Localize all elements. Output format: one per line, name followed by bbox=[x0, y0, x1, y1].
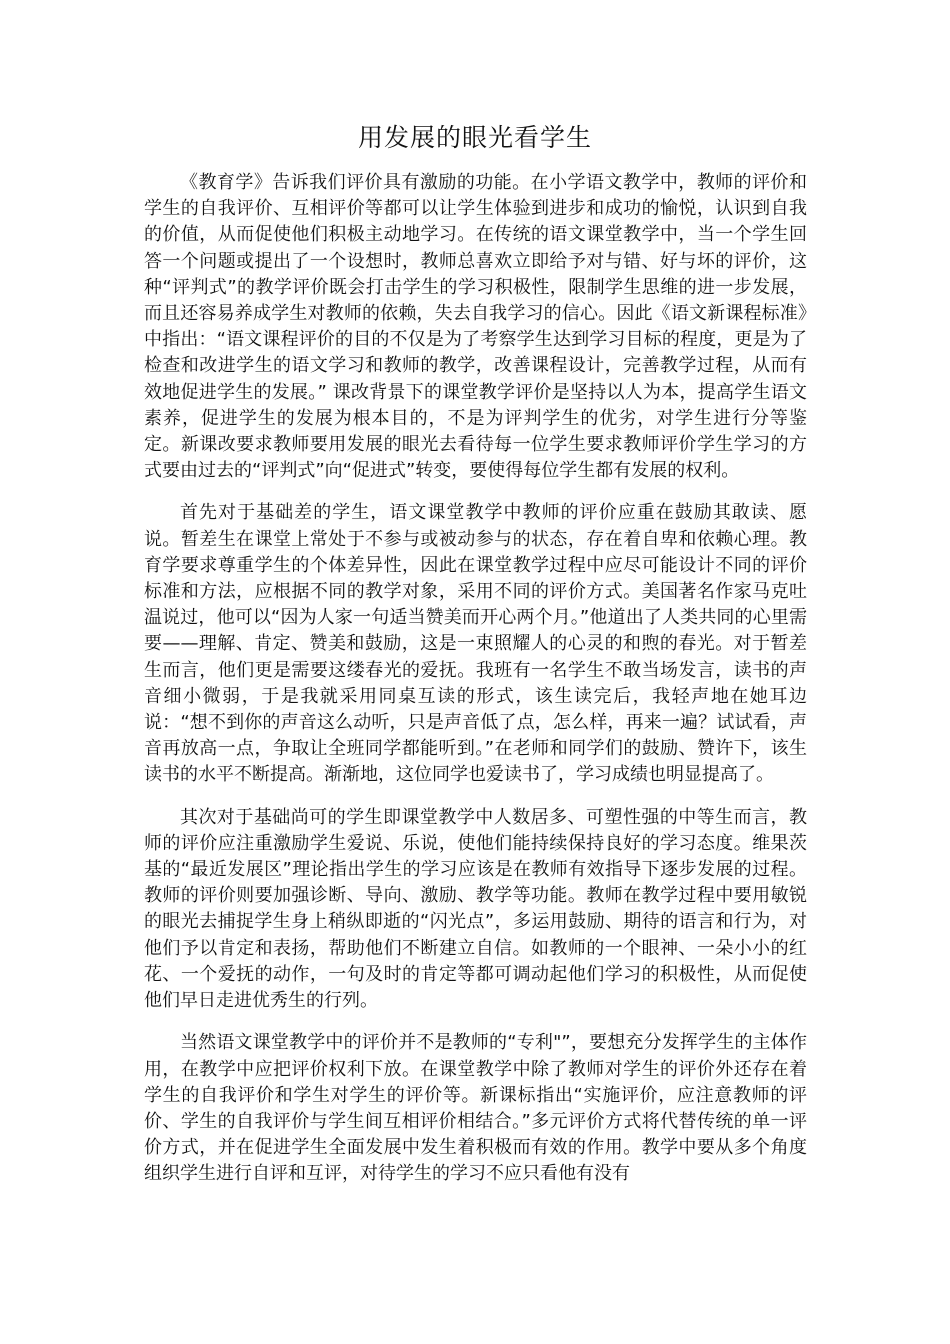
document-title: 用发展的眼光看学生 bbox=[357, 123, 592, 152]
paragraph-3: 其次对于基础尚可的学生即课堂教学中人数居多、可塑性强的中等生而言，教师的评价应注重激励学生爱说、乐说，使他们能持续保持良好的学习态度。维果茨基的“最近发展区”理论指出学生的学习应该是在教师有效指导下逐步发展的过程。教师的评价则要加强诊断、导向、激励、教学等功能。教师在教学过程中要用敏锐的眼光去捕捉学生身上稍纵即逝的“闪光点”，多运用鼓励、期待的语言和行为，对他们予以肯定和表扬，帮助他们不断建立自信。如教师的一个眼神、一朵小小的红花、一个爱抚的动作，一句及时的肯定等都可调动起他们学习的积极性，从而促使他们早日走进优秀生的行列。 bbox=[144, 806, 807, 1012]
document-body bbox=[144, 170, 807, 1204]
paragraph-4: 当然语文课堂教学中的评价并不是教师的“专利"”，要想充分发挥学生的主体作用，在教学中应把评价权利下放。在课堂教学中除了教师对学生的评价外还存在着学生的自我评价和学生对学生的评价等。新课标指出“实施评价，应注意教师的评价、学生的自我评价与学生间互相评价相结合。”多元评价方式将代替传统的单一评价方式，并在促进学生全面发展中发生着积极而有效的作用。教学中要从多个角度组织学生进行自评和互评，对待学生的学习不应只看他有没有 bbox=[144, 1032, 807, 1185]
paragraph-2: 首先对于基础差的学生，语文课堂教学中教师的评价应重在鼓励其敢读、愿说。暂差生在课堂上常处于不参与或被动参与的状态，存在着自卑和依赖心理。教育学要求尊重学生的个体差异性，因此在课堂教学过程中应尽可能设计不同的评价标准和方法，应根据不同的教学对象，采用不同的评价方式。美国著名作家马克吐温说过，他可以“因为人家一句适当赞美而开心两个月。”他道出了人类共同的心里需要——理解、肯定、赞美和鼓励，这是一束照耀人的心灵的和煦的春光。对于暂差生而言，他们更是需要这缕春光的爱抚。我班有一名学生不敢当场发言，读书的声音细小微弱，于是我就采用同桌互读的形式，该生读完后，我轻声地在她耳边说：“想不到你的声音这么动听，只是声音低了点，怎么样，再来一遍？试试看，声音再放高一点，争取让全班同学都能听到。”在老师和同学们的鼓励、赞许下，该生读书的水平不断提高。渐渐地，这位同学也爱读书了，学习成绩也明显提高了。 bbox=[144, 502, 807, 786]
paragraph-1: 《教育学》告诉我们评价具有激励的功能。在小学语文教学中，教师的评价和学生的自我评价、互相评价等都可以让学生体验到进步和成功的愉悦，认识到自我的价值，从而促使他们积极主动地学习。在传统的语文课堂教学中，当一个学生回答一个问题或提出了一个设想时，教师总喜欢立即给予对与错、好与坏的评价，这种“评判式”的教学评价既会打击学生的学习积极性，限制学生思维的进一步发展，而且还容易养成学生对教师的依赖，失去自我学习的信心。因此《语文新课程标准》中指出：“语文课程评价的目的不仅是为了考察学生达到学习目标的程度，更是为了检查和改进学生的语文学习和教师的教学，改善课程设计，完善教学过程，从而有效地促进学生的发展。” 课改背景下的课堂教学评价是坚持以人为本，提高学生语文素养，促进学生的发展为根本目的，不是为评判学生的优劣，对学生进行分等鉴定。新课改要求教师要用发展的眼光去看待每一位学生要求教师评价学生学习的方式要由过去的“评判式”向“促进式”转变，要使得每位学生都有发展的权利。 bbox=[144, 172, 807, 482]
